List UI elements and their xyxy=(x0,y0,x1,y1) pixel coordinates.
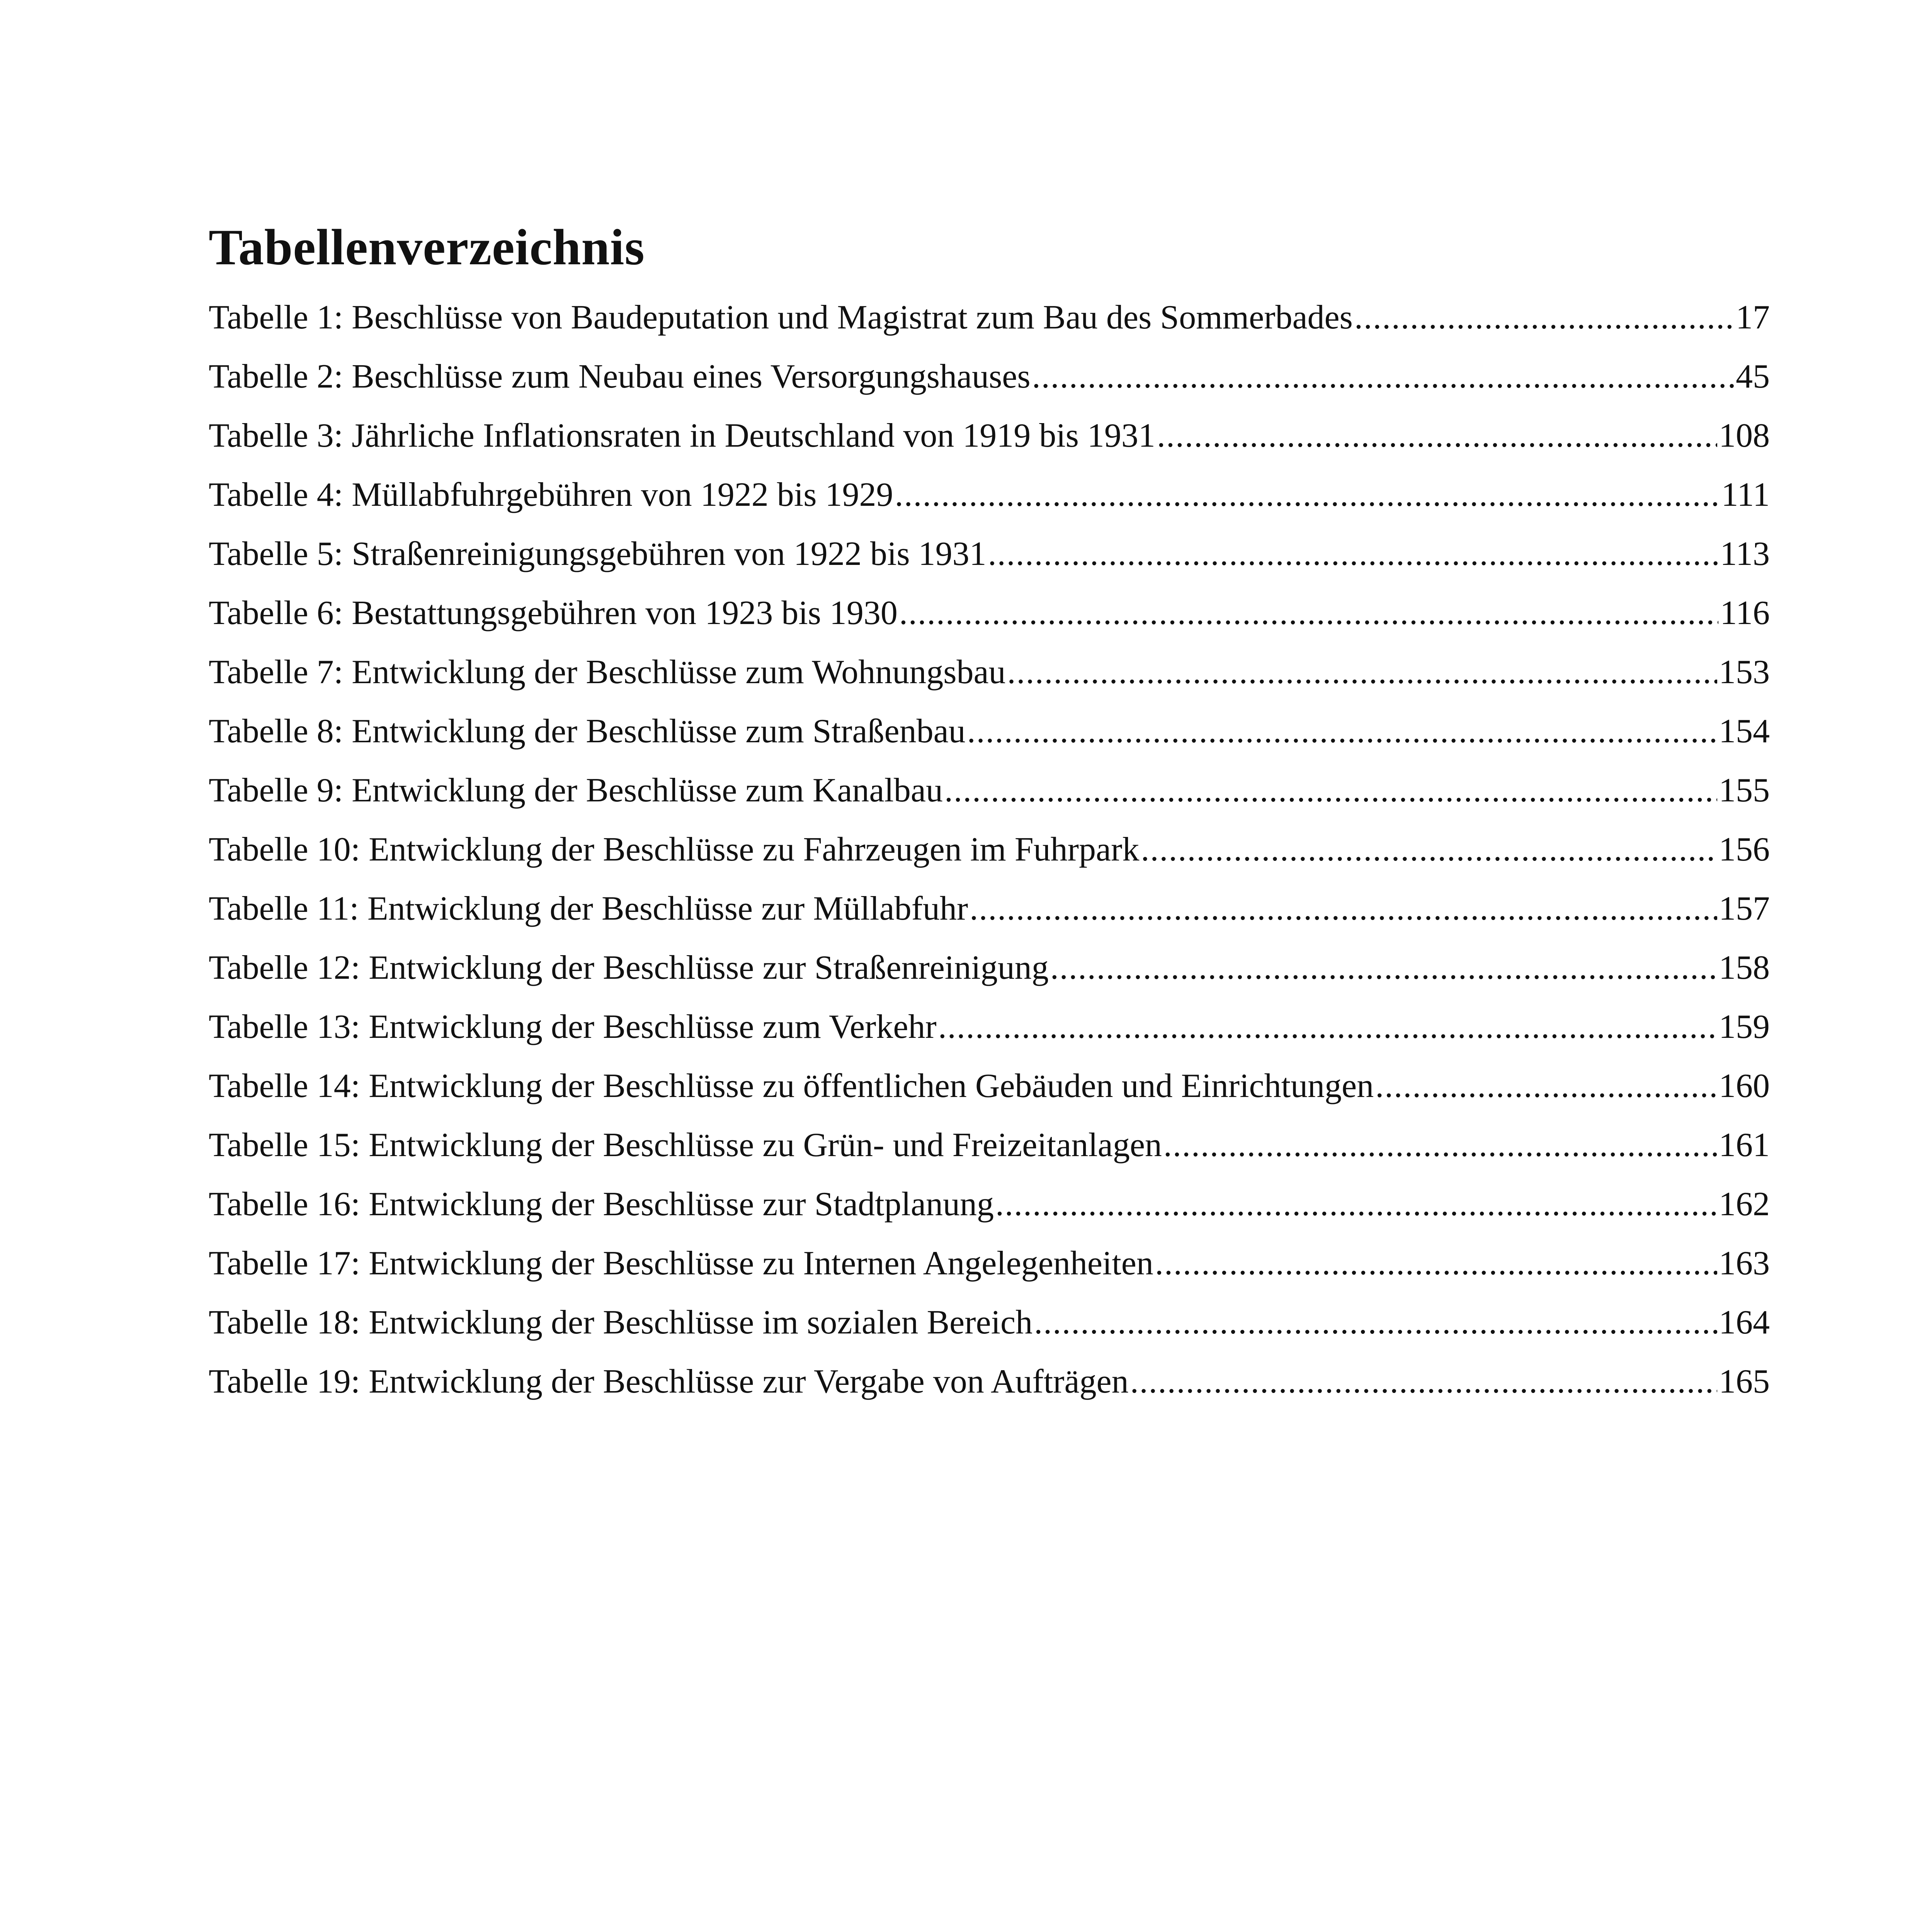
dot-leader xyxy=(1141,820,1717,879)
toc-entry-page-number: 155 xyxy=(1719,772,1770,809)
toc-entry-label: Tabelle 5: Straßenreinigungsgebühren von 1922 bis 1931 xyxy=(209,535,987,573)
toc-entry-label: Tabelle 6: Bestattungsgebühren von 1923 bis 1930 xyxy=(209,594,898,632)
toc-entry-label: Tabelle 10: Entwicklung der Beschlüsse zu Fahrzeugen im Fuhrpark xyxy=(209,831,1140,868)
toc-entry[interactable] xyxy=(209,761,1770,820)
toc-entry-label: Tabelle 3: Jährliche Inflationsraten in Deutschland von 1919 bis 1931 xyxy=(209,417,1155,454)
toc-entry-label: Tabelle 11: Entwicklung der Beschlüsse zur Müllabfuhr xyxy=(209,890,968,927)
dot-leader xyxy=(1130,1352,1717,1411)
toc-entry-label: Tabelle 8: Entwicklung der Beschlüsse zum Straßenbau xyxy=(209,713,966,750)
toc-entry[interactable] xyxy=(209,1056,1770,1116)
dot-leader xyxy=(988,524,1719,583)
toc-entry[interactable] xyxy=(209,583,1770,643)
dot-leader xyxy=(895,465,1720,524)
dot-leader xyxy=(1032,347,1734,406)
dot-leader xyxy=(1375,1056,1717,1116)
toc-entry[interactable] xyxy=(209,465,1770,524)
toc-entry-page-number: 165 xyxy=(1719,1363,1770,1400)
toc-entry[interactable] xyxy=(209,406,1770,465)
toc-list xyxy=(209,288,1770,1411)
toc-entry-label: Tabelle 18: Entwicklung der Beschlüsse im sozialen Bereich xyxy=(209,1304,1033,1341)
dot-leader xyxy=(899,583,1718,643)
dot-leader xyxy=(1050,938,1717,997)
toc-entry-page-number: 160 xyxy=(1719,1067,1770,1105)
toc-entry-label: Tabelle 13: Entwicklung der Beschlüsse zum Verkehr xyxy=(209,1008,937,1046)
toc-entry-label: Tabelle 4: Müllabfuhrgebühren von 1922 bis 1929 xyxy=(209,476,893,514)
toc-entry-label: Tabelle 15: Entwicklung der Beschlüsse zu Grün- und Freizeitanlagen xyxy=(209,1126,1162,1164)
toc-entry-page-number: 156 xyxy=(1719,831,1770,868)
toc-entry-page-number: 158 xyxy=(1719,949,1770,986)
dot-leader xyxy=(967,702,1717,761)
toc-entry[interactable] xyxy=(209,288,1770,347)
toc-entry-label: Tabelle 2: Beschlüsse zum Neubau eines Versorgungshauses xyxy=(209,358,1031,395)
toc-entry[interactable] xyxy=(209,702,1770,761)
dot-leader xyxy=(1007,643,1718,702)
dot-leader xyxy=(995,1175,1717,1234)
toc-entry-page-number: 45 xyxy=(1736,358,1770,395)
toc-entry[interactable] xyxy=(209,997,1770,1056)
toc-entry-page-number: 164 xyxy=(1719,1304,1770,1341)
toc-entry-page-number: 108 xyxy=(1719,417,1770,454)
dot-leader xyxy=(970,879,1717,938)
toc-entry-label: Tabelle 12: Entwicklung der Beschlüsse zur Straßenreinigung xyxy=(209,949,1049,986)
dot-leader xyxy=(944,761,1717,820)
toc-entry[interactable] xyxy=(209,820,1770,879)
toc-entry[interactable] xyxy=(209,347,1770,406)
dot-leader xyxy=(938,997,1717,1056)
toc-entry-page-number: 113 xyxy=(1720,535,1770,573)
toc-entry-page-number: 116 xyxy=(1720,594,1770,632)
toc-entry[interactable] xyxy=(209,1352,1770,1411)
dot-leader xyxy=(1157,406,1717,465)
dot-leader xyxy=(1155,1234,1717,1293)
toc-entry[interactable] xyxy=(209,1293,1770,1352)
toc-entry-page-number: 154 xyxy=(1719,713,1770,750)
dot-leader xyxy=(1354,288,1734,347)
toc-entry-page-number: 161 xyxy=(1719,1126,1770,1164)
toc-entry[interactable] xyxy=(209,1234,1770,1293)
toc-entry[interactable] xyxy=(209,938,1770,997)
dot-leader xyxy=(1163,1116,1717,1175)
toc-entry-page-number: 111 xyxy=(1721,476,1770,514)
dot-leader xyxy=(1034,1293,1717,1352)
toc-entry-label: Tabelle 1: Beschlüsse von Baudeputation und Magistrat zum Bau des Sommerbades xyxy=(209,299,1353,336)
toc-entry-page-number: 163 xyxy=(1719,1245,1770,1282)
table-of-tables xyxy=(209,214,1770,1411)
toc-entry-label: Tabelle 19: Entwicklung der Beschlüsse zur Vergabe von Aufträgen xyxy=(209,1363,1129,1400)
toc-entry[interactable] xyxy=(209,879,1770,938)
page-title: Tabellenverzeichnis xyxy=(209,219,645,276)
toc-entry-label: Tabelle 14: Entwicklung der Beschlüsse zu öffentlichen Gebäuden und Einrichtungen xyxy=(209,1067,1374,1105)
toc-entry[interactable] xyxy=(209,1175,1770,1234)
toc-entry-page-number: 17 xyxy=(1736,299,1770,336)
toc-entry[interactable] xyxy=(209,1116,1770,1175)
toc-entry-label: Tabelle 17: Entwicklung der Beschlüsse zu Internen Angelegenheiten xyxy=(209,1245,1153,1282)
toc-entry-page-number: 153 xyxy=(1719,653,1770,691)
toc-entry[interactable] xyxy=(209,643,1770,702)
toc-entry-label: Tabelle 9: Entwicklung der Beschlüsse zum Kanalbau xyxy=(209,772,943,809)
toc-entry[interactable] xyxy=(209,524,1770,583)
toc-entry-page-number: 159 xyxy=(1719,1008,1770,1046)
toc-entry-label: Tabelle 16: Entwicklung der Beschlüsse zur Stadtplanung xyxy=(209,1185,994,1223)
toc-entry-page-number: 157 xyxy=(1719,890,1770,927)
toc-entry-page-number: 162 xyxy=(1719,1185,1770,1223)
toc-entry-label: Tabelle 7: Entwicklung der Beschlüsse zum Wohnungsbau xyxy=(209,653,1006,691)
